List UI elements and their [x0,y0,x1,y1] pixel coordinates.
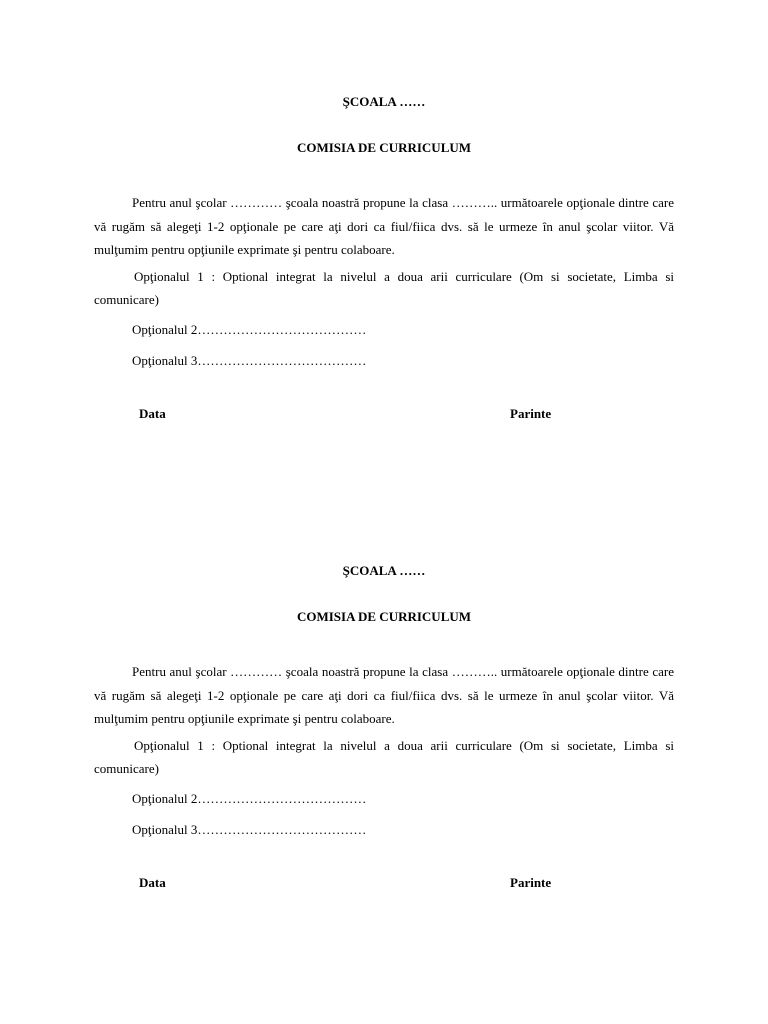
date-label: Data [139,875,166,890]
optional-2-line: Opţionalul 2………………………………… [132,322,367,337]
optional-3-line: Opţionalul 3………………………………… [132,822,367,837]
optional-3-line: Opţionalul 3………………………………… [132,353,367,368]
parent-label: Parinte [510,406,552,421]
optional-1-text: Opţionalul 1 : Optional integrat la nivelul a doua arii curriculare (Om si societate, Limba si comunicare) [94,269,674,307]
commission-title: COMISIA DE CURRICULUM [296,140,472,155]
parent-label: Parinte [510,875,552,890]
optional-1-text: Opţionalul 1 : Optional integrat la nivelul a doua arii curriculare (Om si societate, Limba si comunicare) [94,738,674,776]
school-title: ŞCOALA …… [342,94,426,109]
commission-title: COMISIA DE CURRICULUM [296,609,472,624]
intro-paragraph: Pentru anul şcolar ………… şcoala noastră propune la clasa ……….. următoarele opţionale dintre care vă rugăm să alegeţi 1-2 opţionale pe care aţi dori ca fiul/fiica dvs. să le urmeze în anul şcolar viitor. Vă mulţumim pentru opţiunile exprimate şi pentru colaboare. [94,664,674,726]
intro-paragraph: Pentru anul şcolar ………… şcoala noastră propune la clasa ……….. următoarele opţionale dintre care vă rugăm să alegeţi 1-2 opţionale pe care aţi dori ca fiul/fiica dvs. să le urmeze în anul şcolar viitor. Vă mulţumim pentru opţiunile exprimate şi pentru colaboare. [94,195,674,257]
school-title: ŞCOALA …… [342,563,426,578]
date-label: Data [139,406,166,421]
optional-2-line: Opţionalul 2………………………………… [132,791,367,806]
